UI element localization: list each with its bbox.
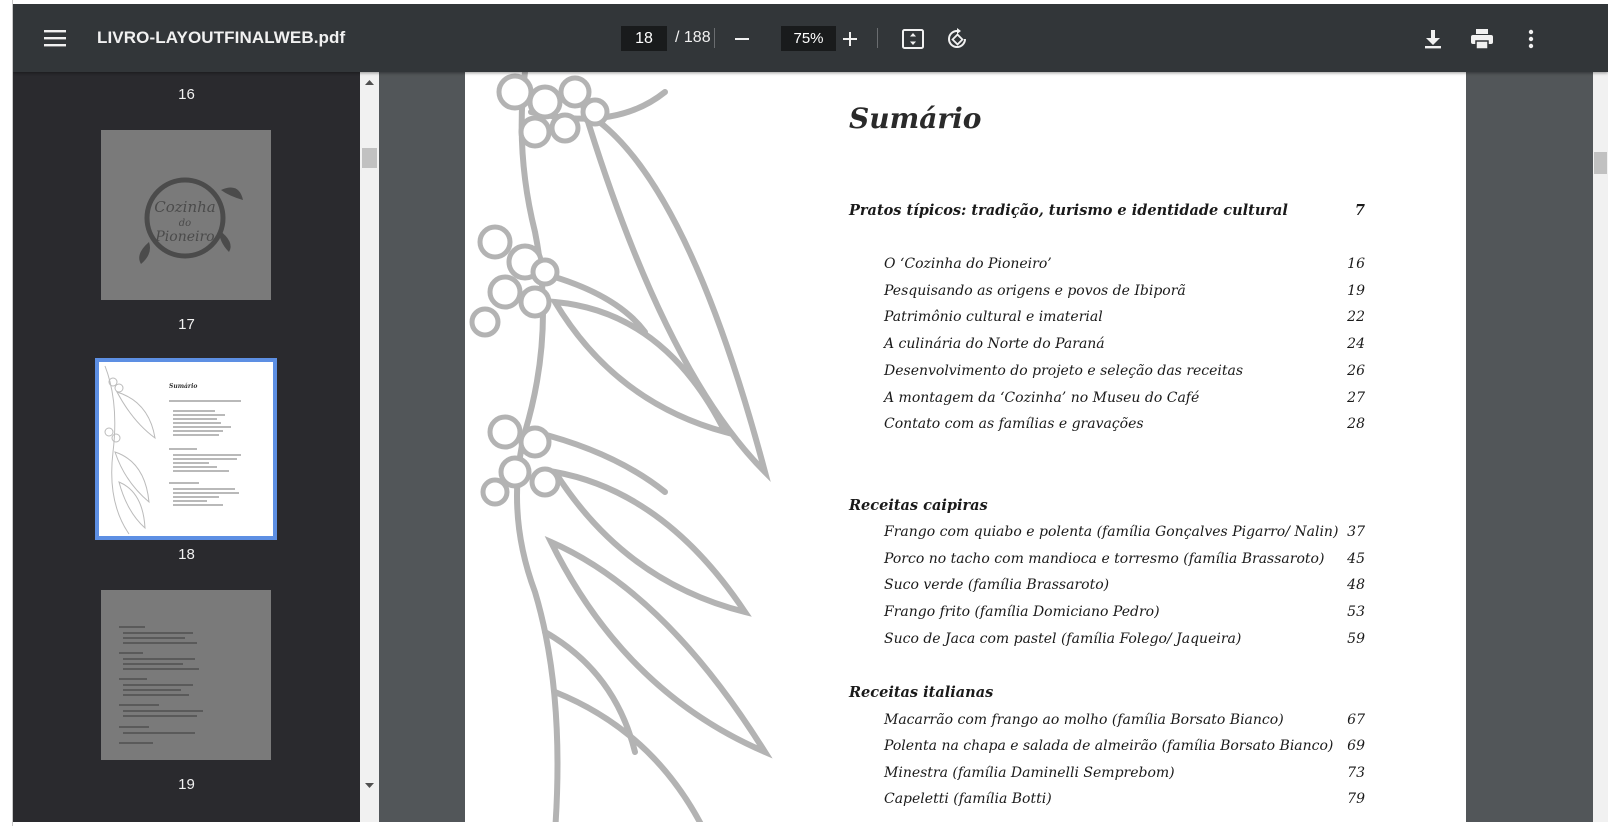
mini-line [123,642,197,644]
thumbnail-page-18-selected[interactable] [95,358,277,540]
toc-item[interactable]: Frango frito (família Domiciano Pedro) [884,604,1160,620]
thumbnail-page-17[interactable] [101,130,271,300]
thumbnail-label-19: 19 [178,776,195,793]
toc-item-page: 22 [1347,309,1365,325]
mini-line [173,458,237,460]
mini-line [169,448,197,450]
mini-line [173,462,209,464]
rotate-button[interactable] [943,25,971,53]
zoom-out-button[interactable] [729,26,755,52]
mini-line [173,504,223,506]
thumbnail-sidebar [13,72,360,822]
pdf-viewer [13,4,1608,822]
toolbar [13,4,1608,72]
mini-line [173,492,239,494]
toc-section-title[interactable]: Receitas caipiras [849,497,988,514]
mini-line [123,658,195,660]
thumbnail-label-17: 17 [178,316,195,333]
toc-item[interactable]: Minestra (família Daminelli Semprebom) [884,765,1175,781]
mini-line [119,626,145,628]
mini-line [173,470,229,472]
toc-item-page: 67 [1347,712,1365,728]
toc-item[interactable]: Pesquisando as origens e povos de Ibiporã [884,283,1186,299]
thumbnail-label-18: 18 [178,546,195,563]
toc-item[interactable]: Patrimônio cultural e imaterial [884,309,1103,325]
toc-item[interactable]: Suco verde (família Brassaroto) [884,577,1110,593]
zoom-in-button[interactable] [837,26,863,52]
mini-line [169,482,199,484]
sidebar-scrollbar[interactable] [360,72,379,822]
table-of-contents [465,72,1466,822]
mini-line [173,500,207,502]
toc-item[interactable]: Contato com as famílias e gravações [884,416,1144,432]
window-edge [0,0,13,826]
mini-line [123,668,199,670]
page-total: / 188 [675,29,711,46]
more-options-button[interactable] [1517,25,1545,53]
toc-item[interactable]: A culinária do Norte do Paraná [884,336,1105,352]
toc-item[interactable]: Suco de Jaca com pastel (família Folego/ Jaqueira) [884,631,1242,647]
zoom-input[interactable]: 75% [781,26,836,51]
toc-item[interactable]: Capeletti (família Botti) [884,791,1052,807]
toc-item[interactable]: Desenvolvimento do projeto e seleção das receitas [884,363,1244,379]
mini-line [169,400,241,402]
mini-line [123,694,189,696]
pdf-page-18 [465,72,1466,822]
fit-to-page-button[interactable] [899,25,927,53]
svg-text:do: do [178,218,192,229]
toc-item[interactable]: A montagem da ‘Cozinha’ no Museu do Café [884,390,1200,406]
mini-line [123,632,193,634]
toc-item[interactable]: Macarrão com frango ao molho (família Borsato Bianco) [884,712,1284,728]
toc-item[interactable]: Polenta na chapa e salada de almeirão (família Borsato Bianco) [884,738,1334,754]
mini-line [119,652,143,654]
mini-line [119,704,159,706]
toc-item[interactable]: Frango com quiabo e polenta (família Gonçalves Pigarro/ Nalin) [884,524,1339,540]
mini-line [123,684,193,686]
toc-section-title[interactable]: Pratos típicos: tradição, turismo e identidade cultural [849,202,1288,219]
toc-item-page: 73 [1347,765,1365,781]
plus-icon [842,31,858,47]
mini-line [173,430,223,432]
toc-item-page: 53 [1347,604,1365,620]
download-button[interactable] [1419,25,1447,53]
cozinha-do-pioneiro-logo-icon [101,130,271,300]
document-title: LIVRO-LAYOUTFINALWEB.pdf [97,28,346,47]
toolbar-divider [714,28,715,48]
toc-item-page: 26 [1347,363,1365,379]
print-icon [1471,29,1493,49]
toc-item-page: 24 [1347,336,1365,352]
mini-line [173,422,221,424]
page-heading: Sumário [849,102,982,135]
rotate-icon [945,27,969,51]
more-vertical-icon [1528,29,1534,49]
download-icon [1424,29,1442,49]
mini-line [173,488,235,490]
mini-line [123,637,185,639]
mini-line [119,678,147,680]
toc-item-page: 79 [1347,791,1365,807]
toc-item[interactable]: Porco no tacho com mandioca e torresmo (família Brassaroto) [884,551,1325,567]
mini-line [173,466,217,468]
toc-item-page: 69 [1347,738,1365,754]
hamburger-menu-icon[interactable] [41,24,69,52]
toolbar-divider [877,28,878,48]
toc-item-page: 48 [1347,577,1365,593]
toc-item-page: 45 [1347,551,1365,567]
mini-line [173,426,231,428]
mini-line [119,726,149,728]
toc-section-title[interactable]: Receitas italianas [849,684,994,701]
mini-line [123,732,195,734]
toc-item-page: 28 [1347,416,1365,432]
thumbnail-label-16: 16 [178,86,195,103]
svg-text:Sumário: Sumário [169,383,198,390]
main-scrollbar-thumb [1593,72,1608,822]
mini-line [123,710,203,712]
print-button[interactable] [1468,25,1496,53]
mini-line [123,715,197,717]
minus-icon [734,31,750,47]
mini-line [173,410,215,412]
mini-line [123,689,181,691]
toc-item-page: 27 [1347,390,1365,406]
page-number-input[interactable]: 18 [621,26,667,51]
mini-line [173,414,225,416]
fit-to-page-icon [902,29,924,49]
toc-item-page: 59 [1347,631,1365,647]
mini-line [119,742,153,744]
toc-item[interactable]: O ‘Cozinha do Pioneiro’ [884,256,1052,272]
toc-item-page: 16 [1347,256,1365,272]
scrollbar-arrows [360,72,379,822]
mini-line [173,454,241,456]
mini-line [123,663,183,665]
thumbnail-page-19[interactable] [101,590,271,760]
toc-section-page: 7 [1354,202,1365,219]
mini-line [173,496,219,498]
main-scrollbar[interactable] [1593,72,1608,822]
mini-line [173,418,217,420]
toc-item-page: 19 [1347,283,1365,299]
mini-line [173,434,219,436]
toc-item-page: 37 [1347,524,1365,540]
svg-text:Cozinha: Cozinha [154,198,216,216]
svg-text:Pioneiro: Pioneiro [155,229,215,245]
